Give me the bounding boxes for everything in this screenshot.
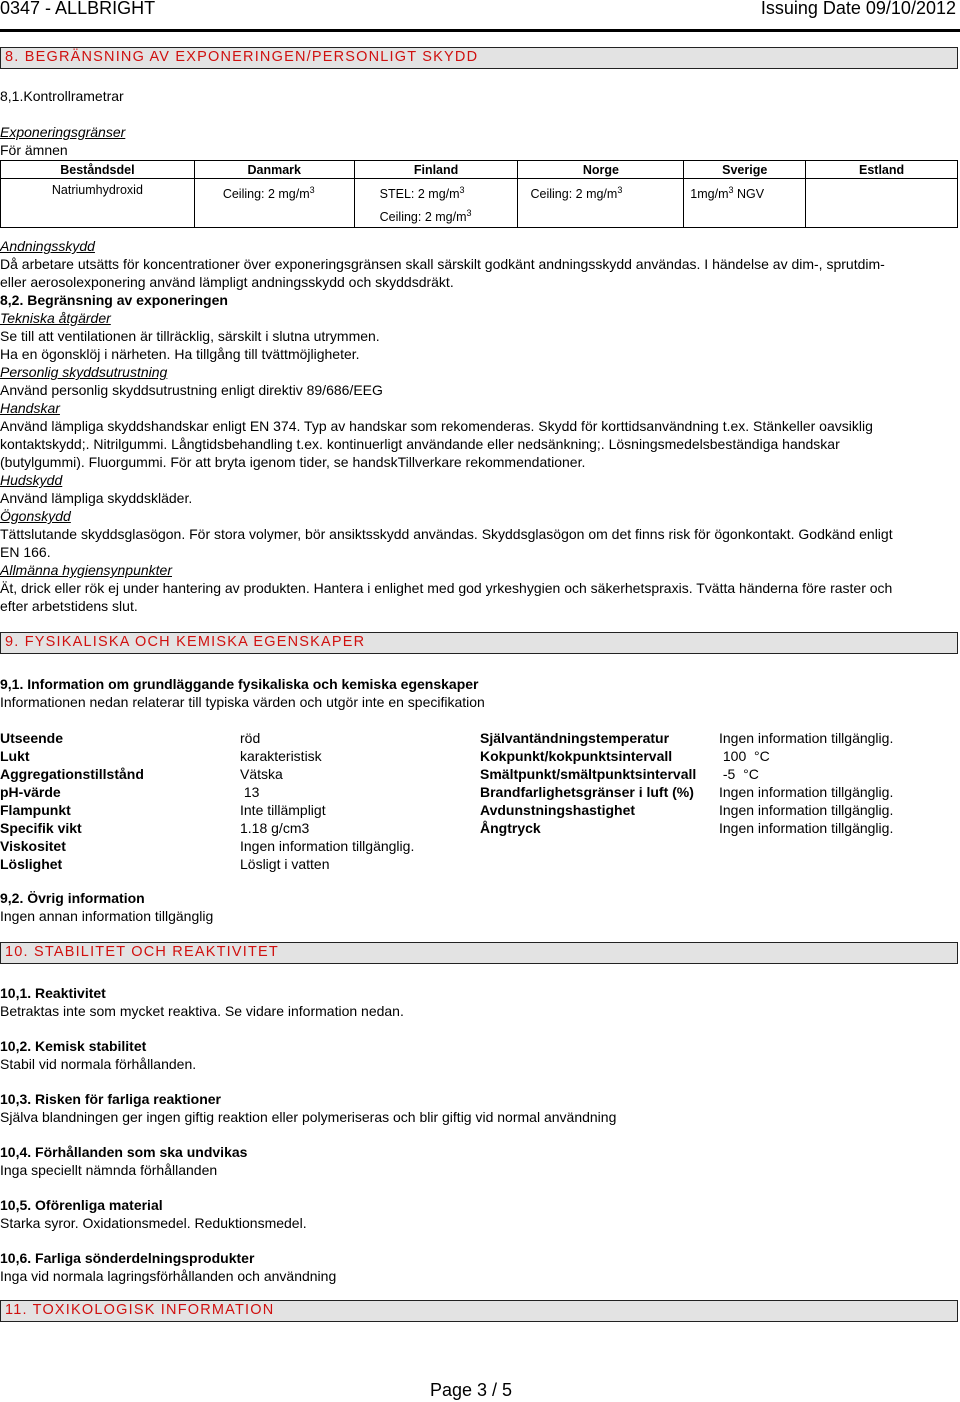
respiratory-protection-heading: Andningsskydd: [0, 238, 95, 254]
property-value: Ingen information tillgänglig.: [719, 802, 894, 818]
property-value: karakteristisk: [240, 748, 322, 764]
personal-equipment-heading: Personlig skyddsutrustning: [0, 364, 168, 380]
hygiene-heading: Allmänna hygiensynpunkter: [0, 562, 172, 578]
property-label: Lukt: [0, 748, 30, 764]
property-label: Aggregationstillstånd: [0, 766, 144, 782]
exposure-limits-heading: Exponeringsgränser: [0, 124, 126, 140]
col-header: Beståndsdel: [1, 161, 195, 179]
eye-protection-text-line: Tättslutande skyddsglasögon. För stora volymer, bör ansiktsskydd användas. Skyddsglasögon om det finns risk för ögonkontakt. Godkänd enligt: [0, 526, 893, 542]
estland-cell: [806, 179, 958, 228]
subsection-heading: 10,2. Kemisk stabilitet: [0, 1038, 147, 1054]
skin-protection-heading: Hudskydd: [0, 472, 63, 488]
property-value: Ingen information tillgänglig.: [240, 838, 415, 854]
eye-protection-heading: Ögonskydd: [0, 508, 71, 524]
col-header: Finland: [354, 161, 518, 179]
subsection-text: Stabil vid normala förhållanden.: [0, 1056, 197, 1072]
subsection-8-1: 8,1.Kontrollrametrar: [0, 88, 124, 104]
property-value: Ingen information tillgänglig.: [719, 730, 894, 746]
technical-measures-heading: Tekniska åtgärder: [0, 310, 111, 326]
subsection-heading: 10,4. Förhållanden som ska undvikas: [0, 1144, 248, 1160]
technical-text-line: Ha en ögonsklöj i närheten. Ha tillgång till tvättmöjligheter.: [0, 346, 360, 362]
property-value: Ingen information tillgänglig.: [719, 784, 894, 800]
subsection-text: Inga speciellt nämnda förhållanden: [0, 1162, 218, 1178]
section-8-bar: [0, 47, 958, 69]
property-label: Brandfarlighetsgränser i luft (%): [480, 784, 694, 800]
property-value: 13: [240, 784, 260, 800]
respiratory-text-line: eller aerosolexponering använd lämpligt andningsskydd och skyddsdräkt.: [0, 274, 454, 290]
respiratory-text-line: Då arbetare utsätts för koncentrationer över exponeringsgränsen skall särskilt godkänt andningsskydd användas. I händelse av dim-, sprutdim-: [0, 256, 885, 272]
norge-cell: Ceiling: 2 $mg/m^3$: [518, 179, 684, 228]
subsection-text: Själva blandningen ger ingen giftig reaktion eller polymeriseras och blir giftig vid normal användning: [0, 1109, 617, 1125]
property-value: Vätska: [240, 766, 283, 782]
subsection-text: Betraktas inte som mycket reaktiva. Se vidare information nedan.: [0, 1003, 404, 1019]
property-label: Löslighet: [0, 856, 63, 872]
subsection-9-2: 9,2. Övrig information: [0, 890, 145, 906]
col-header: Norge: [518, 161, 684, 179]
property-label: Självantändningstemperatur: [480, 730, 670, 746]
property-label: Viskositet: [0, 838, 66, 854]
property-label: Ångtryck: [480, 820, 541, 836]
subsection-9-2-text: Ingen annan information tillgänglig: [0, 908, 214, 924]
property-value: 1.18 g/cm3: [240, 820, 310, 836]
section-11-bar: [0, 1300, 958, 1322]
table-row: [1, 179, 958, 228]
gloves-text-line: Använd lämpliga skyddshandskar enligt EN 374. Typ av handskar som rekomenderas. Skydd för korttidsanvändning t.ex. Stänkeller oavsiklig: [0, 418, 873, 434]
for-substances-label: För ämnen: [0, 142, 68, 158]
col-header: Sverige: [684, 161, 806, 179]
property-label: Kokpunkt/kokpunktsintervall: [480, 748, 673, 764]
section-10-title: 10. STABILITET OCH REAKTIVITET: [5, 944, 279, 960]
section-8-title: 8. BEGRÄNSNING AV EXPONERINGEN/PERSONLIGT SKYDD: [5, 49, 479, 65]
section-9-bar: [0, 632, 958, 654]
substance-cell: Natriumhydroxid: [1, 179, 195, 228]
property-label: Utseende: [0, 730, 64, 746]
property-label: Smältpunkt/smältpunktsintervall: [480, 766, 697, 782]
property-value: Inte tillämpligt: [240, 802, 326, 818]
sverige-cell: $1mg/m^3$ NGV: [684, 179, 806, 228]
subsection-heading: 10,6. Farliga sönderdelningsprodukter: [0, 1250, 255, 1266]
finland-cell: STEL: 2 $mg/m^3$ Ceiling: 2 $mg/m^3$: [354, 179, 518, 228]
document-code: 0347 - ALLBRIGHT: [0, 0, 156, 18]
col-header: Estland: [806, 161, 958, 179]
subsection-9-1: 9,1. Information om grundläggande fysikaliska och kemiska egenskaper: [0, 676, 479, 692]
eye-protection-text-line: EN 166.: [0, 544, 51, 560]
header-rule: [0, 29, 960, 32]
property-value: 100 °C: [719, 748, 770, 764]
gloves-text-line: (butylgummi). Fluorgummi. För att bryta igenom tider, se handskTillverkare rekommendationer.: [0, 454, 586, 470]
property-value: Ingen information tillgänglig.: [719, 820, 894, 836]
property-label: Avdunstningshastighet: [480, 802, 636, 818]
section-11-title: 11. TOXIKOLOGISK INFORMATION: [5, 1302, 275, 1318]
subsection-heading: 10,3. Risken för farliga reaktioner: [0, 1091, 221, 1107]
exposure-table: [0, 160, 958, 228]
property-label: Specifik vikt: [0, 820, 82, 836]
exposure-table-header: [1, 161, 958, 179]
subsection-9-1-intro: Informationen nedan relaterar till typiska värden och utgör inte en specifikation: [0, 694, 485, 710]
subsection-heading: 10,1. Reaktivitet: [0, 985, 106, 1001]
page-number: Page 3 / 5: [430, 1380, 513, 1400]
hygiene-text-line: efter arbetstidens slut.: [0, 598, 138, 614]
property-value: Lösligt i vatten: [240, 856, 330, 872]
issuing-date: Issuing Date 09/10/2012: [760, 0, 956, 18]
subsection-text: Starka syror. Oxidationsmedel. Reduktionsmedel.: [0, 1215, 307, 1231]
personal-equipment-text: Använd personlig skyddsutrustning enligt direktiv 89/686/EEG: [0, 382, 383, 398]
gloves-text-line: kontaktskydd;. Nitrilgummi. Långtidsbehandling t.ex. kontinuerligt användande eller nedsänkning;. Lösningsmedelsbeständiga handskar: [0, 436, 840, 452]
property-value: röd: [240, 730, 261, 746]
hygiene-text-line: Ät, drick eller rök ej under hantering av produkten. Hantera i enlighet med god yrkeshygien och säkerhetspraxis. Tvätta händerna före raster och: [0, 580, 893, 596]
property-label: pH-värde: [0, 784, 61, 800]
subsection-text: Inga vid normala lagringsförhållanden och användning: [0, 1268, 337, 1284]
subsection-heading: 10,5. Oförenliga material: [0, 1197, 163, 1213]
section-9-title: 9. FYSIKALISKA OCH KEMISKA EGENSKAPER: [5, 634, 366, 650]
danmark-cell: Ceiling: 2 $mg/m^3$: [194, 179, 354, 228]
section-10-bar: [0, 942, 958, 964]
skin-protection-text: Använd lämpliga skyddskläder.: [0, 490, 193, 506]
col-header: Danmark: [194, 161, 354, 179]
technical-text-line: Se till att ventilationen är tillräcklig, särskilt i slutna utrymmen.: [0, 328, 380, 344]
subsection-8-2: 8,2. Begränsning av exponeringen: [0, 292, 228, 308]
gloves-heading: Handskar: [0, 400, 60, 416]
property-value: -5 °C: [719, 766, 759, 782]
property-label: Flampunkt: [0, 802, 71, 818]
